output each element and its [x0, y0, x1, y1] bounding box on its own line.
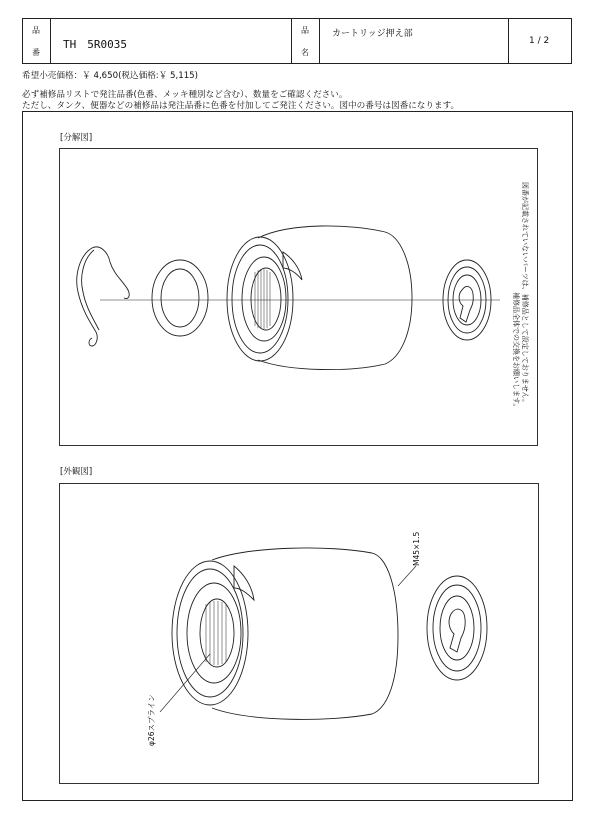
- exterior-cap-body: [212, 548, 398, 719]
- part-name-label-top: 品: [301, 26, 309, 35]
- side-note-line-2: 補修品全体での交換をお願いします。: [512, 292, 520, 411]
- side-note-line-1: 図番が記載されていないパーツは、補修品として設定しておりません。: [521, 182, 529, 407]
- part-name-label-bottom: 名: [301, 48, 309, 57]
- thread-dimension: M45×1.5: [412, 531, 421, 566]
- note-line-2: ただし、タンク、便器などの補修品は発注品番に色番を付加してご発注ください。図中の番号は図番になります。: [22, 101, 460, 111]
- part-number: TH 5R0035: [63, 38, 127, 51]
- part-name: カートリッジ押え部: [332, 29, 413, 39]
- note-line-1: 必ず補修品リストで発注品番(色番、メッキ種別など含む）、数量をご確認ください。: [22, 90, 348, 100]
- page-number: 1 / 2: [529, 36, 550, 46]
- exterior-spline-ring: [200, 599, 234, 667]
- exterior-disc-outer: [427, 576, 487, 680]
- thread-leader-line: [398, 566, 416, 586]
- exterior-disc-keyhole-icon: [449, 609, 465, 652]
- exploded-view-label: [分解図]: [60, 133, 93, 143]
- exterior-view-label: [外観図]: [60, 467, 93, 477]
- spline-dimension: φ26スプライン: [147, 694, 156, 746]
- part-number-label-bottom: 番: [32, 48, 40, 57]
- retail-price: 希望小売価格：￥ 4,650(税込価格:￥ 5,115): [22, 71, 198, 81]
- part-number-label-top: 品: [32, 26, 40, 35]
